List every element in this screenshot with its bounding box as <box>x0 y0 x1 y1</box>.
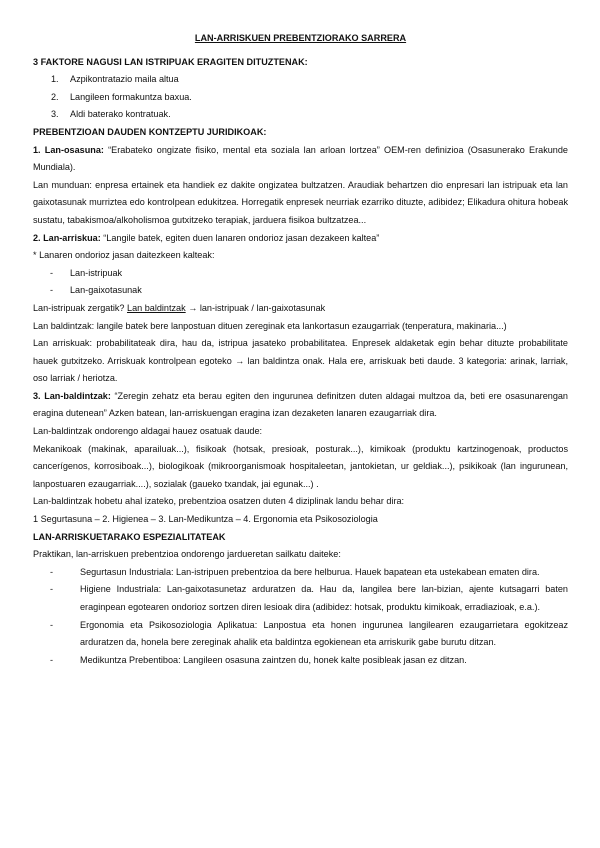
specialties-heading: LAN-ARRISKUETARAKO ESPEZIALITATEAK <box>33 531 226 542</box>
damages-list <box>33 265 568 300</box>
work-conditions-paragraph: 3. Lan-baldintzak: “Zeregin zehatz eta berau egiten den ingurunea definitzen duten aldagai multzoa da, beti ere osasunarengan eragina dutenean” Azken batean, lan-arriskuengan eragina izan dezaketen lanaren ezaugarriak dira. <box>33 390 568 419</box>
specialties-intro: Praktikan, lan-arriskuen prebentzioa ondorengo jardueretan sailkatu daiteke: <box>33 549 341 560</box>
factors-heading: 3 FAKTORE NAGUSI LAN ISTRIPUAK ERAGITEN DITUZTENAK: <box>33 56 308 67</box>
list-item: - Segurtasun Industriala: Lan-istripuen prebentzioa da bere helburua. Hauek bapatean eta ustekabean ematen dira. <box>50 566 540 577</box>
improve-paragraph: Lan-baldintzak hobetu ahal izateko, prebentzioa osatzen duten 4 diziplinak landu behar dira: <box>33 496 405 507</box>
concepts-heading: PREBENTZIOAN DAUDEN KONTZEPTU JURIDIKOAK: <box>33 126 267 137</box>
list-item: - Medikuntza Prebentiboa: Langileen osasuna zaintzen du, honek kalte posibleak jasan ez ditzan. <box>50 654 467 665</box>
specialties-list <box>33 564 568 670</box>
groups-paragraph: Mekanikoak (makinak, aparailuak...), fisikoak (hotsak, presioak, posturak...), kimikoak (produktu kartzinogenoak, productos cancerígenos, korrosiboak...), biologikoak (mikroorganismoak hospitaleetan, jantokietan, ur geldiak...), psikikoak (lan ingurunean, lanpostuaren ezaugarriak....), sozialak (gaueko txandak, jai egunak...) . <box>33 443 568 489</box>
health-paragraph: 1. Lan-osasuna: “Erabateko ongizate fisiko, mental eta soziala lan arloan lortzea” OEM-ren definizioa (Osasunerako Erakunde Mundiala). <box>33 144 568 173</box>
list-item: - Ergonomia eta Psikosoziologia Aplikatua: Lanpostua eta honen ingurunea langilearen ezaugarrietara egokitzeaz arduratzen da, honela bere zereginak ahalik eta baldintza egokienean eta arriskurik gabe burutu ditzan. <box>50 619 568 648</box>
list-item: 3. Aldi baterako kontratuak. <box>51 109 171 120</box>
risks-paragraph: Lan arriskuak: probabilitateak dira, hau da, istripua jasateko probabilitatea. Enpresek aldaketak egin behar dituzte probabilitate hauek gutxitzeko. Arriskuak kontrolpean egoteko → lan baldintza onak. Hala ere, arriskuak beti daude. 3 kategoria: arinak, larriak, oso larriak / heriotza. <box>33 338 568 384</box>
list-item: 2. Langileen formakuntza baxua. <box>51 91 192 102</box>
list-item: - Lan-gaixotasunak <box>50 285 142 296</box>
groups-intro: Lan-baldintzak ondorengo aldagai hauez osatuak daude: <box>33 426 263 437</box>
world-paragraph: Lan munduan: enpresa ertainek eta handiek ez dakite ongizatea bultzatzen. Araudiak behartzen dio enpresari lan istripuak eta lan gaixotasunak murriztea edo kontrolpean edukitzea. Horregatik enpresek neurriak ezarriko dituzte, adibidez; Elikadura ohitura hobeak sustatu, tabakismoa/alkoholismoa gutxitzeko terapiak, jarduera fisikoa bultzatzea... <box>33 179 568 225</box>
conditions-paragraph: Lan baldintzak: langile batek bere lanpostuan dituen zereginak eta lankortasun ezaugarriak (tenperatura, makinaria...) <box>33 320 507 331</box>
document-title: LAN-ARRISKUEN PREBENTZIORAKO SARRERA <box>194 33 407 43</box>
disciplines-line: 1 Segurtasuna – 2. Higienea – 3. Lan-Medikuntza – 4. Ergonomia eta Psikosoziologia <box>33 514 378 525</box>
list-item: 1. Azpikontratazio maila altua <box>51 74 179 85</box>
factors-list <box>33 71 568 124</box>
damage-intro: * Lanaren ondorioz jasan daitezkeen kalteak: <box>33 250 215 261</box>
why-paragraph: Lan-istripuak zergatik? Lan baldintzak → lan-istripuak / lan-gaixotasunak <box>33 302 326 313</box>
risk-paragraph: 2. Lan-arriskua: “Langile batek, egiten duen lanaren ondorioz jasan dezakeen kaltea” <box>33 232 380 243</box>
list-item: - Lan-istripuak <box>50 267 123 278</box>
list-item: - Higiene Industriala: Lan-gaixotasunetaz arduratzen da. Hau da, langilea bere lan-bizian, ajente kutsagarri baten eraginpean egotearen ondorioz sortzen diren lesioak dira (adibidez: hotsak, produktu kimikoak, erradiazioak, e.a.). <box>50 584 568 612</box>
document-page <box>33 30 568 669</box>
